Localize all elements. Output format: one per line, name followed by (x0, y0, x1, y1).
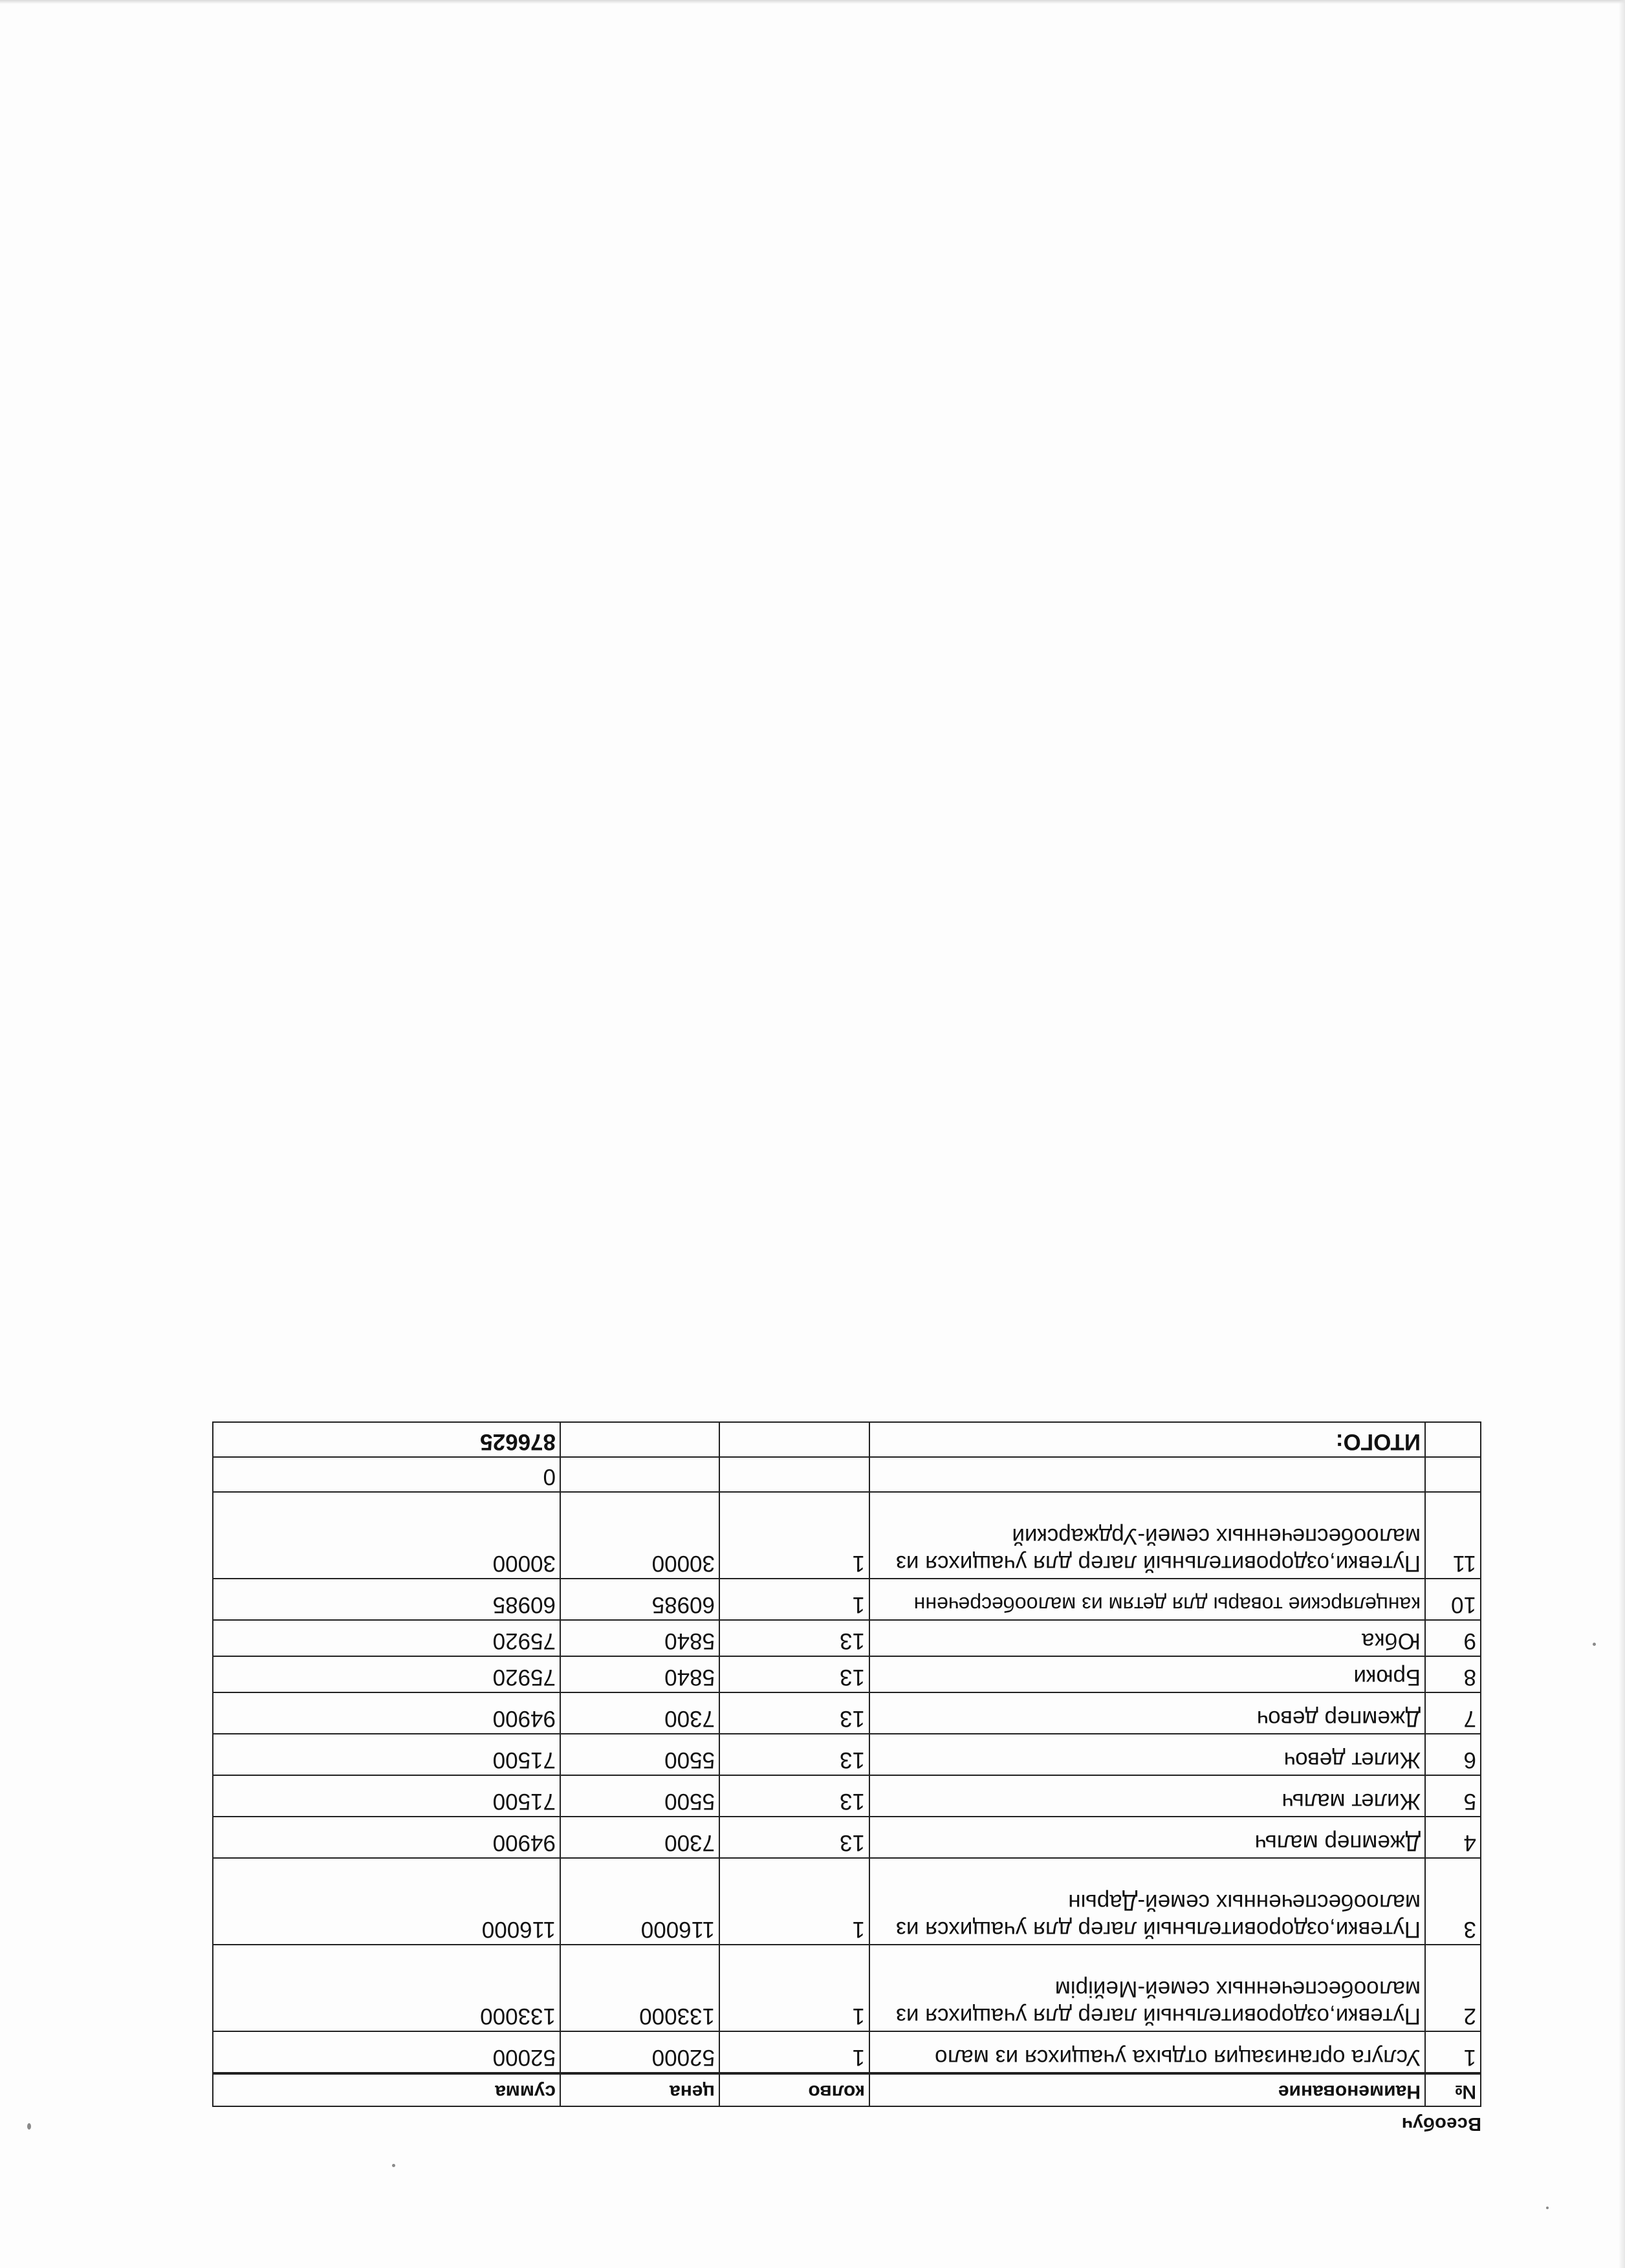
row-no: 9 (1425, 1620, 1481, 1656)
row-no: 4 (1425, 1817, 1481, 1858)
scan-speck (27, 2123, 31, 2130)
row-price: 116000 (560, 1858, 719, 1945)
scan-edge-right (1619, 0, 1625, 2268)
table-row-blank (213, 1457, 1481, 1492)
blank-cell (869, 1457, 1425, 1492)
table-row (213, 1775, 1481, 1817)
header-price: цена (560, 2073, 719, 2106)
row-qty: 13 (719, 1692, 869, 1734)
row-name-text: Путевки,оздоровительный лагер для учащихся из малообеспеченных семей-Урджарский (895, 1524, 1421, 1576)
total-label: ИТОГО: (869, 1422, 1425, 1457)
row-sum: 60985 (213, 1579, 560, 1620)
blank-cell (1425, 1457, 1481, 1492)
row-sum: 133000 (213, 1945, 560, 2031)
row-name: канцелярские товары для детям из малообесреченн (869, 1579, 1425, 1620)
row-name: Юбка (869, 1620, 1425, 1656)
scan-speck (1546, 2207, 1549, 2209)
ledger-table (212, 1421, 1481, 2107)
scan-speck (1593, 1643, 1596, 1646)
table-row (213, 1858, 1481, 1945)
scan-edge-top (0, 0, 1625, 4)
table-row (213, 1692, 1481, 1734)
row-price: 7300 (560, 1692, 719, 1734)
row-sum: 94900 (213, 1692, 560, 1734)
row-no: 1 (1425, 2031, 1481, 2073)
table-row (213, 1945, 1481, 2031)
row-name-text: Услуга организация отдыха учащихся из мало (935, 2045, 1421, 2070)
row-name: Джемпер мальч (869, 1817, 1425, 1858)
row-no: 5 (1425, 1775, 1481, 1817)
table-header-row (213, 2073, 1481, 2106)
table-row (213, 1492, 1481, 1579)
row-name: Жилет мальч (869, 1775, 1425, 1817)
blank-cell (719, 1422, 869, 1457)
row-name (869, 2031, 1425, 2073)
row-price: 30000 (560, 1492, 719, 1579)
row-qty: 1 (719, 2031, 869, 2073)
row-no: 2 (1425, 1945, 1481, 2031)
row-sum: 75920 (213, 1620, 560, 1656)
blank-row-sum: 0 (213, 1457, 560, 1492)
row-no: 11 (1425, 1492, 1481, 1579)
row-name-text: Путевки,оздоровительный лагер для учащихся из малообеспеченных семей-Мейірім (895, 1976, 1421, 2029)
row-price: 5840 (560, 1656, 719, 1692)
blank-cell (719, 1457, 869, 1492)
blank-cell (560, 1457, 719, 1492)
row-sum: 116000 (213, 1858, 560, 1945)
row-no: 10 (1425, 1579, 1481, 1620)
table-row (213, 1579, 1481, 1620)
row-price: 52000 (560, 2031, 719, 2073)
row-qty: 13 (719, 1775, 869, 1817)
row-name-text: Путевки,оздоровительный лагер для учащихся из малообеспеченных семей-Дарын (895, 1890, 1421, 1942)
table-row (213, 1817, 1481, 1858)
table-row (213, 1620, 1481, 1656)
total-sum: 876625 (213, 1422, 560, 1457)
row-price: 5500 (560, 1734, 719, 1775)
table-row (213, 1656, 1481, 1692)
row-qty: 1 (719, 1492, 869, 1579)
header-qty: колво (719, 2073, 869, 2106)
row-qty: 13 (719, 1734, 869, 1775)
row-price: 60985 (560, 1579, 719, 1620)
row-name: Джемпер девоч (869, 1692, 1425, 1734)
row-sum: 71500 (213, 1734, 560, 1775)
row-name (869, 1858, 1425, 1945)
row-price: 5840 (560, 1620, 719, 1656)
row-name: Жилет девоч (869, 1734, 1425, 1775)
row-name (869, 1945, 1425, 2031)
row-qty: 13 (719, 1656, 869, 1692)
blank-cell (1425, 1422, 1481, 1457)
row-no: 8 (1425, 1656, 1481, 1692)
row-no: 7 (1425, 1692, 1481, 1734)
row-qty: 1 (719, 1858, 869, 1945)
row-sum: 75920 (213, 1656, 560, 1692)
row-qty: 13 (719, 1817, 869, 1858)
table-total-row (213, 1422, 1481, 1457)
row-price: 133000 (560, 1945, 719, 2031)
row-no: 6 (1425, 1734, 1481, 1775)
row-price: 7300 (560, 1817, 719, 1858)
row-no: 3 (1425, 1858, 1481, 1945)
table-row (213, 1734, 1481, 1775)
row-qty: 13 (719, 1620, 869, 1656)
row-price: 5500 (560, 1775, 719, 1817)
header-no: № (1425, 2073, 1481, 2106)
upside-down-document (257, 1286, 1481, 2134)
row-sum: 52000 (213, 2031, 560, 2073)
header-sum: сумма (213, 2073, 560, 2106)
row-qty: 1 (719, 1579, 869, 1620)
row-name (869, 1492, 1425, 1579)
blank-cell (560, 1422, 719, 1457)
row-name: Брюки (869, 1656, 1425, 1692)
document-title: Всеобуч (1401, 2113, 1481, 2134)
row-sum: 94900 (213, 1817, 560, 1858)
table-row (213, 2031, 1481, 2073)
row-sum: 30000 (213, 1492, 560, 1579)
scan-speck (392, 2164, 395, 2167)
row-sum: 71500 (213, 1775, 560, 1817)
header-name: Наименование (869, 2073, 1425, 2106)
row-qty: 1 (719, 1945, 869, 2031)
